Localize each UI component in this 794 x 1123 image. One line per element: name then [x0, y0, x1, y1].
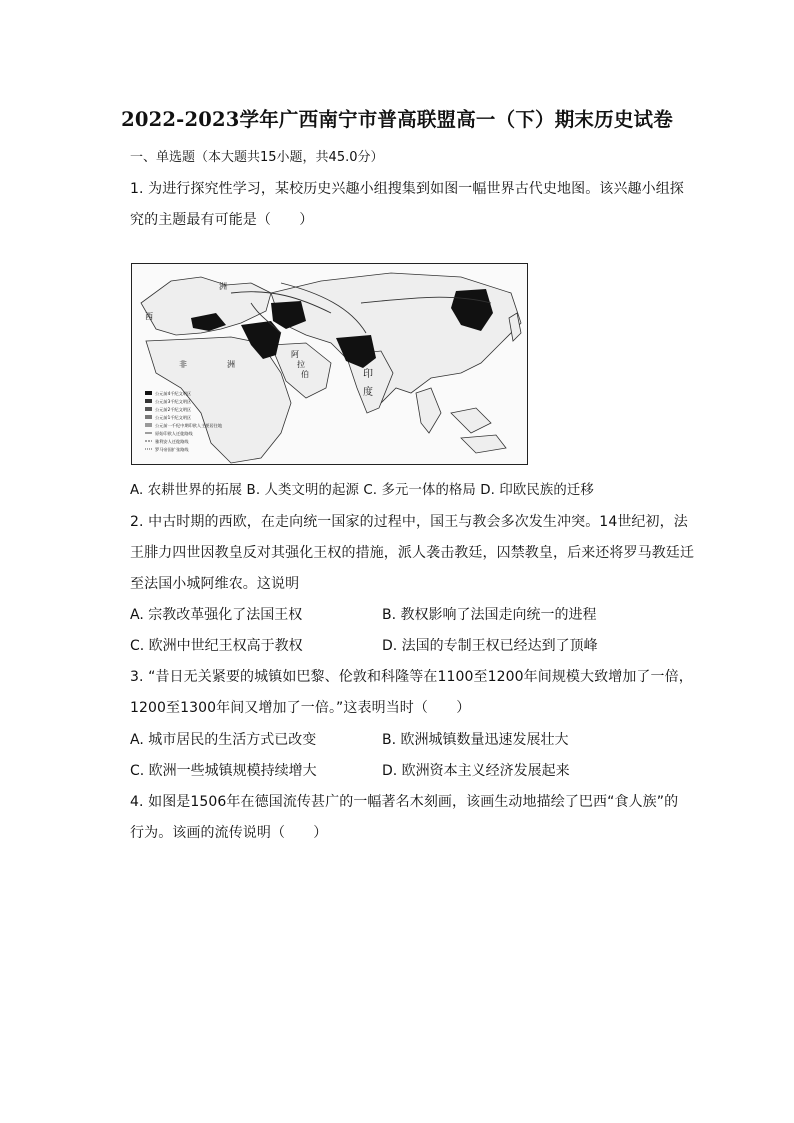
map-label-yin: 印 — [363, 369, 373, 380]
q1-stem-line2: 究的主题最有可能是（ ） — [130, 212, 314, 228]
q3-stem-line2: 1200至1300年间又增加了一倍。”这表明当时（ ） — [130, 700, 471, 716]
q2-stem-line3: 至法国小城阿维农。这说明 — [130, 576, 300, 592]
legend-item: 公元前3千纪文明区 — [155, 399, 192, 404]
legend-item: 公元前4千纪文明区 — [155, 391, 192, 396]
legend-item: 雅利安人迁徙路线 — [155, 439, 189, 444]
q2-stem-line1: 2. 中古时期的西欧，在走向统一国家的过程中，国王与教会多次发生冲突。14世纪初，法 — [130, 514, 688, 530]
map-label-zhou: 洲 — [219, 282, 227, 291]
map-label-xi: 西 — [145, 312, 153, 321]
map-label-bo: 伯 — [301, 370, 309, 379]
legend-item: 公元前一千纪中期印欧人主要居住地 — [155, 423, 223, 428]
q3-option-b: B. 欧洲城镇数量迅速发展壮大 — [382, 732, 569, 748]
exam-title: 2022-2023学年广西南宁市普高联盟高一（下）期末历史试卷 — [121, 108, 673, 131]
legend-item: 原始印欧人迁徙路线 — [155, 431, 193, 436]
map-label-a: 阿 — [291, 350, 299, 359]
legend-item: 公元前2千纪文明区 — [155, 407, 192, 412]
q2-option-d: D. 法国的专制王权已经达到了顶峰 — [382, 638, 598, 654]
section-heading: 一、单选题（本大题共15小题，共45.0分） — [130, 150, 384, 165]
q2-option-a: A. 宗教改革强化了法国王权 — [130, 607, 303, 623]
q1-options: A. 农耕世界的拓展 B. 人类文明的起源 C. 多元一体的格局 D. 印欧民族的迁移 — [130, 483, 594, 498]
q2-option-b: B. 教权影响了法国走向统一的进程 — [382, 607, 597, 623]
q1-stem-line1: 1. 为进行探究性学习，某校历史兴趣小组搜集到如图一幅世界古代史地图。该兴趣小组探 — [130, 181, 684, 197]
map-label-la: 拉 — [297, 360, 305, 369]
q3-option-d: D. 欧洲资本主义经济发展起来 — [382, 763, 570, 779]
q3-stem-line1: 3. “昔日无关紧要的城镇如巴黎、伦敦和科隆等在1100至1200年间规模大致增加了一倍， — [130, 669, 693, 685]
map-label-du: 度 — [363, 387, 373, 398]
legend-item: 公元前1千纪文明区 — [155, 415, 192, 420]
q3-option-a: A. 城市居民的生活方式已改变 — [130, 732, 317, 748]
q2-option-c: C. 欧洲中世纪王权高于教权 — [130, 638, 303, 654]
q4-stem-line1: 4. 如图是1506年在德国流传甚广的一幅著名木刻画，该画生动地描绘了巴西“食人族”的 — [130, 794, 679, 810]
world-ancient-history-map — [131, 263, 528, 465]
q2-stem-line2: 王腓力四世因教皇反对其强化王权的措施，派人袭击教廷，囚禁教皇，后来还将罗马教廷迁 — [130, 545, 694, 561]
q4-stem-line2: 行为。该画的流传说明（ ） — [130, 825, 328, 841]
legend-item: 罗马帝国扩张路线 — [155, 447, 189, 452]
q3-option-c: C. 欧洲一些城镇规模持续增大 — [130, 763, 317, 779]
map-label-fei: 非 — [179, 360, 187, 369]
map-label-zhou2: 洲 — [227, 360, 235, 369]
